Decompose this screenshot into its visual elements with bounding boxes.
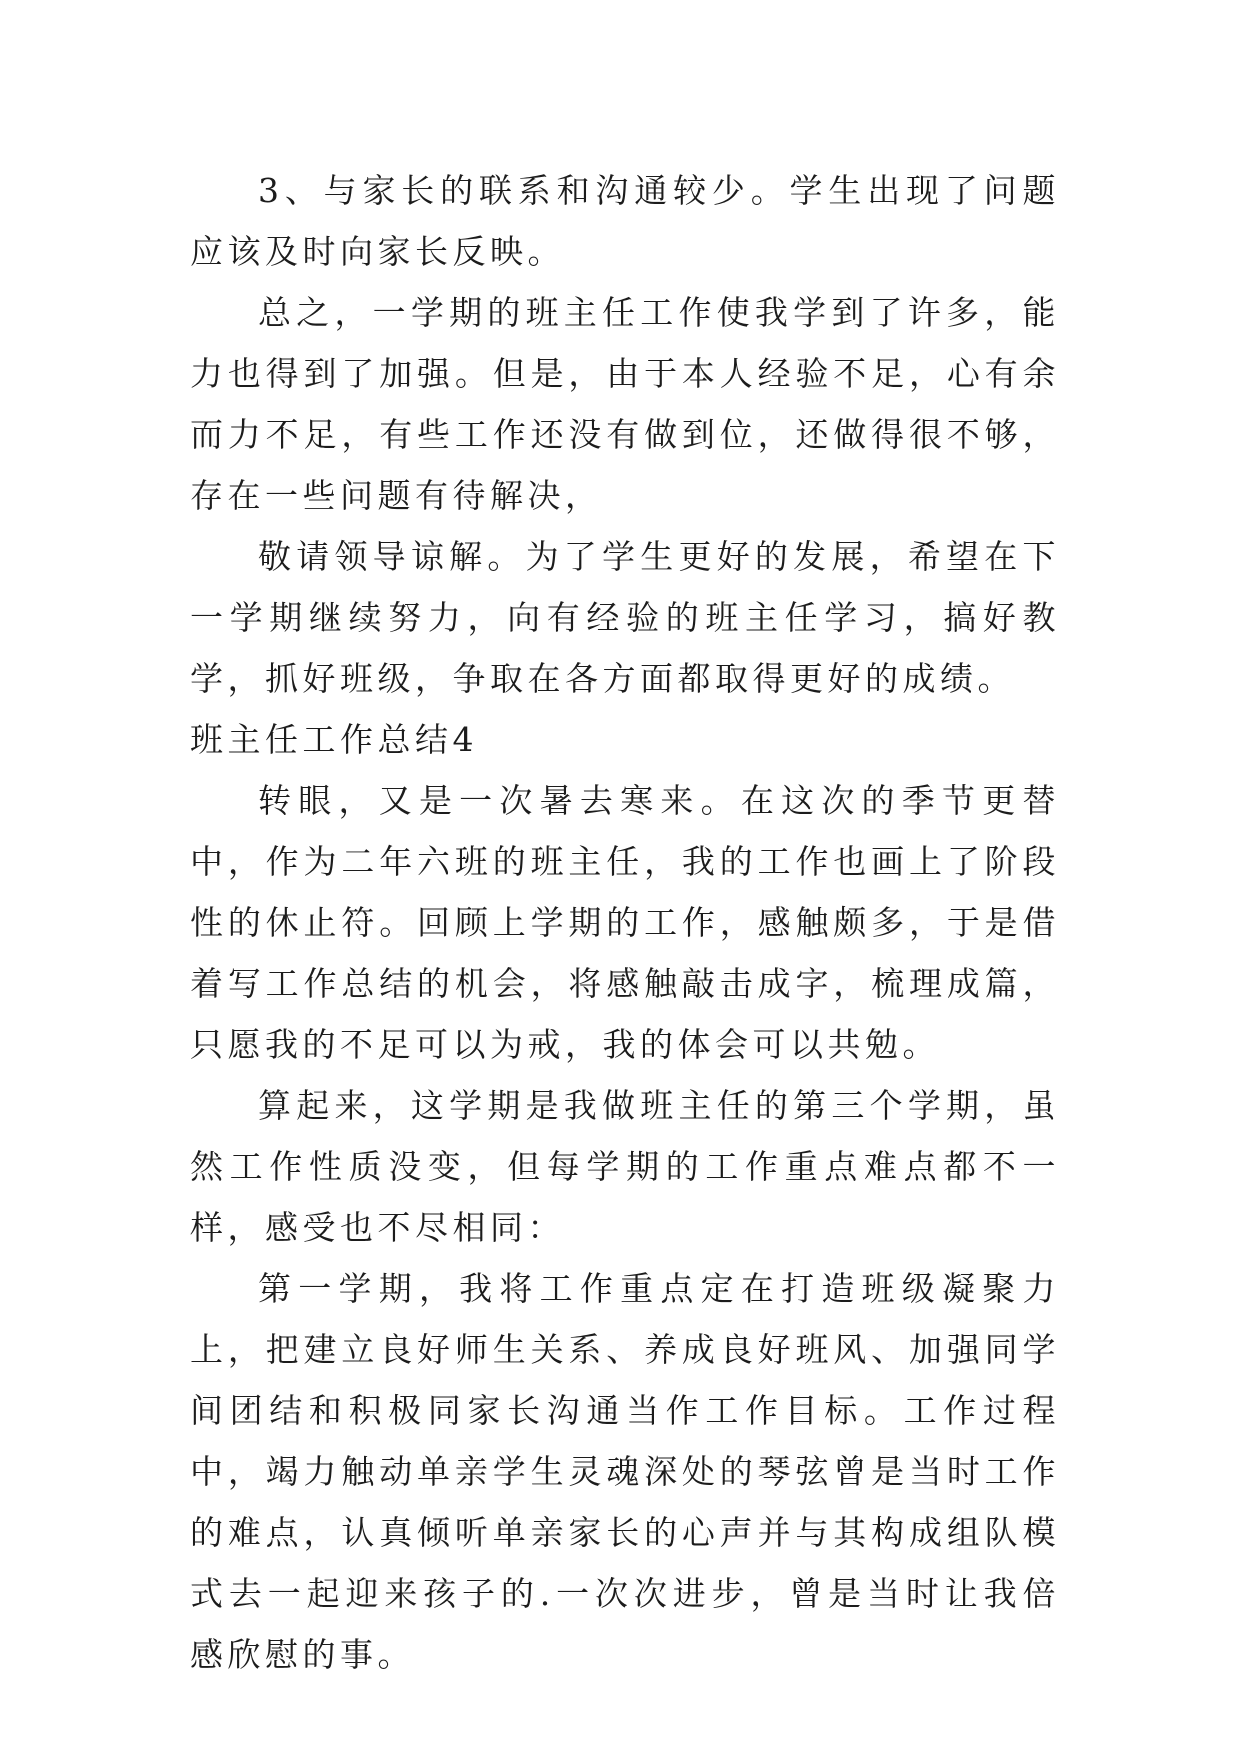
paragraph-introduction: 转眼，又是一次暑去寒来。在这次的季节更替中，作为二年六班的班主任，我的工作也画上了阶段性的休止符。回顾上学期的工作，感触颇多，于是借着写工作总结的机会，将感触敲击成字，梳理成篇，只愿我的不足可以为戒，我的体会可以共勉。 (190, 781, 1060, 1064)
document-body (190, 160, 1060, 1685)
section-heading: 班主任工作总结4 (190, 720, 478, 759)
paragraph-parent-contact: 3、与家长的联系和沟通较少。学生出现了问题应该及时向家长反映。 (190, 171, 1060, 271)
paragraph-semester-summary: 总之，一学期的班主任工作使我学到了许多，能力也得到了加强。但是，由于本人经验不足，心有余而力不足，有些工作还没有做到位，还做得很不够，存在一些问题有待解决， (190, 293, 1060, 515)
paragraph-future-plan: 敬请领导谅解。为了学生更好的发展，希望在下一学期继续努力，向有经验的班主任学习，搞好教学，抓好班级，争取在各方面都取得更好的成绩。 (190, 537, 1060, 698)
paragraph-third-semester: 算起来，这学期是我做班主任的第三个学期，虽然工作性质没变，但每学期的工作重点难点都不一样，感受也不尽相同： (190, 1086, 1060, 1247)
paragraph-first-semester: 第一学期，我将工作重点定在打造班级凝聚力上，把建立良好师生关系、养成良好班风、加强同学间团结和积极同家长沟通当作工作目标。工作过程中，竭力触动单亲学生灵魂深处的琴弦曾是当时工作的难点，认真倾听单亲家长的心声并与其构成组队模式去一起迎来孩子的.一次次进步，曾是当时让我倍感欣慰的事。 (190, 1269, 1060, 1674)
